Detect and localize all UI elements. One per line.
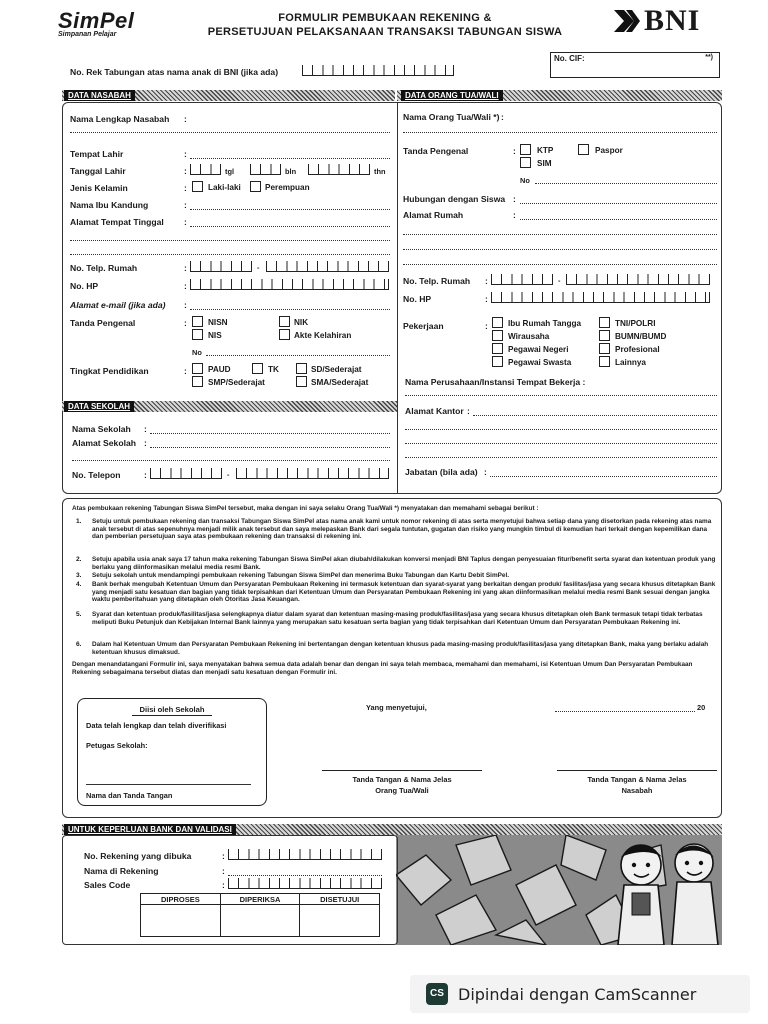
input-telp-ortu-nomor[interactable] <box>566 274 710 285</box>
form-title-line1: FORMULIR PEMBUKAAN REKENING & <box>278 12 492 24</box>
school-box-title-line <box>132 715 212 716</box>
input-alamat-sekolah-1[interactable] <box>150 447 390 448</box>
colon: : <box>184 114 187 124</box>
brand-tagline: Simpanan Pelajar <box>58 31 117 38</box>
checkbox-ktp[interactable] <box>520 144 531 155</box>
checkbox-perempuan[interactable] <box>250 181 261 192</box>
label-email: Alamat e-mail (jika ada) <box>70 300 166 310</box>
colon: : <box>184 149 187 159</box>
cif-suffix: **) <box>705 54 713 61</box>
colon: : <box>184 263 187 273</box>
input-hubungan[interactable] <box>520 203 717 204</box>
checkbox-nis[interactable] <box>192 329 203 340</box>
camscanner-watermark <box>410 975 750 1013</box>
input-alamat-rumah-2[interactable] <box>403 234 717 235</box>
school-sign-label: Nama dan Tanda Tangan <box>86 791 173 800</box>
school-officer-label: Petugas Sekolah: <box>86 741 148 750</box>
option-nisn: NISN <box>208 318 228 327</box>
checkbox-tni[interactable] <box>599 317 610 328</box>
input-nama-sekolah[interactable] <box>150 433 390 434</box>
term-item-3: Setuju sekolah untuk mendampingi pembukaan rekening Tabungan Siswa SimPel dan menerima Buku Tabungan dan Kartu Debit SimPel. <box>92 572 510 579</box>
option-akte: Akte Kelahiran <box>294 331 352 340</box>
colon: : <box>501 112 504 122</box>
input-alamat-kantor-3[interactable] <box>405 443 717 444</box>
input-alamat-kantor-2[interactable] <box>405 429 717 430</box>
term-number: 3. <box>76 572 82 579</box>
colon: : <box>184 200 187 210</box>
terms-intro: Atas pembukaan rekening Tabungan Siswa SimPel tersebut, maka dengan ini saya selaku Orang Tua/Wali *) menyatakan dan memahami sebagai berikut : <box>72 505 539 512</box>
label-nama-ibu: Nama Ibu Kandung <box>70 200 149 210</box>
input-nama-rekening[interactable] <box>228 875 382 876</box>
label-pendidikan: Tingkat Pendidikan <box>70 366 149 376</box>
input-telepon-nomor[interactable] <box>236 468 389 479</box>
input-no-id[interactable] <box>206 355 390 356</box>
colon: : <box>144 438 147 448</box>
cif-field[interactable] <box>550 52 720 78</box>
option-nik: NIK <box>294 318 309 327</box>
option-sim: SIM <box>537 159 552 168</box>
column-divider <box>397 102 398 494</box>
input-perusahaan-1[interactable] <box>405 395 717 396</box>
label-telepon-sekolah: No. Telepon <box>72 470 121 480</box>
term-number: 1. <box>76 518 82 525</box>
checkbox-wirausaha[interactable] <box>492 330 503 341</box>
customer-sign-label2: Nasabah <box>621 786 653 795</box>
colon: : <box>222 880 225 890</box>
term-item-6: Dalam hal Ketentuan Umum dan Persyaratan Pembukaan Rekening ini bertentangan dengan ketentuan khusus pada masing-masing produk/fasilitas/jasa yang ditetapkan Bank, maka yang berlaku adalah ketentuan khusus dimaksud. <box>92 641 709 656</box>
term-item-5: Syarat dan ketentuan produk/fasilitas/jasa selengkapnya diatur dalam syarat dan ketentuan masing-masing produk/fasilitas/jasa yang secara khusus ditetapkan oleh Bank termasuk tetapi tidak terbatas meliputi Buku Petunjuk dan Kebijakan Internal Bank lainnya yang merupakan satu kesatuan serta bagian yang tidak terpisahkan dari Ketentuan Umum dan Persyaratan Pembukaan Rekening ini. <box>92 611 703 626</box>
input-alamat-kantor-1[interactable] <box>473 415 717 416</box>
checkbox-swasta[interactable] <box>492 356 503 367</box>
checkbox-paud[interactable] <box>192 363 203 374</box>
brand-logo <box>58 10 134 38</box>
col-diperiksa-header: DIPERIKSA <box>221 894 300 905</box>
input-alamat-rumah-3[interactable] <box>403 249 717 250</box>
school-officer-line[interactable] <box>86 784 251 785</box>
input-hp-ortu[interactable] <box>491 292 710 303</box>
option-paud: PAUD <box>208 365 231 374</box>
input-rekening-dibuka[interactable] <box>228 849 382 860</box>
bni-logo <box>612 6 700 36</box>
parent-sign-label1: Tanda Tangan & Nama Jelas <box>352 775 452 784</box>
label-alamat-kantor: Alamat Kantor <box>405 406 464 416</box>
checkbox-sma[interactable] <box>296 376 307 387</box>
colon: : <box>144 470 147 480</box>
colon: : <box>467 406 470 416</box>
label-alamat-sekolah: Alamat Sekolah <box>72 438 136 448</box>
date-year: 20 <box>697 703 706 712</box>
checkbox-nik[interactable] <box>279 316 290 327</box>
option-nis: NIS <box>208 331 222 340</box>
input-alamat-2[interactable] <box>70 240 390 241</box>
input-thn[interactable] <box>308 164 370 175</box>
option-sd: SD/Sederajat <box>311 365 362 374</box>
checkbox-profesional[interactable] <box>599 343 610 354</box>
parent-sign-label2: Orang Tua/Wali <box>375 786 429 795</box>
rek-label: No. Rek Tabungan atas nama anak di BNI (jika ada) <box>70 67 279 77</box>
label-alamat: Alamat Tempat Tinggal <box>70 217 164 227</box>
colon: : <box>184 166 187 176</box>
term-item-2: Setuju apabila usia anak saya 17 tahun maka rekening Tabungan Siswa SimPel akan diubah/dilakukan konversi menjadi BNI Taplus dengan penyesuaian fitur/benefit serta syarat dan ketentuan produk yang berlaku yang diinformasikan melalui media resmi Bank. <box>92 556 716 571</box>
option-pns: Pegawai Negeri <box>508 345 569 354</box>
colon: : <box>485 321 488 331</box>
checkbox-irt[interactable] <box>492 317 503 328</box>
colon: : <box>485 294 488 304</box>
section-keperluan-bank: UNTUK KEPERLUAN BANK DAN VALIDASI <box>64 824 236 835</box>
option-profesional: Profesional <box>615 345 660 354</box>
colon: : <box>484 467 487 477</box>
label-nama-nasabah: Nama Lengkap Nasabah <box>70 114 170 124</box>
input-alamat-sekolah-2[interactable] <box>72 460 390 461</box>
label-telp-rumah: No. Telp. Rumah <box>70 263 138 273</box>
col-diproses[interactable] <box>141 894 221 936</box>
parent-sign-line[interactable] <box>322 770 482 771</box>
decorative-pattern-icon <box>396 835 722 945</box>
option-smp: SMP/Sederajat <box>208 378 265 387</box>
input-tempat-lahir[interactable] <box>190 158 390 159</box>
col-disetujui-header: DISETUJUI <box>300 894 379 905</box>
label-jabatan: Jabatan (bila ada) <box>405 467 478 477</box>
terms-closing: Dengan menandatangani Formulir ini, saya menyatakan bahwa semua data adalah benar dan dengan ini saya telah membaca, memahami dan memahami, isi Ketentuan Umum Dan Persyaratan Pembukaan Rekening sebagaimana tersebut diatas dan menjadi satu kesatuan dengan Formulir ini. <box>72 661 693 676</box>
bni-logo-text: BNI <box>644 4 701 37</box>
label-no-id: No <box>192 348 202 357</box>
input-alamat-rumah-4[interactable] <box>403 264 717 265</box>
colon: : <box>184 183 187 193</box>
input-jabatan[interactable] <box>490 476 717 477</box>
checkbox-smp[interactable] <box>192 376 203 387</box>
label-tanda-pengenal-ortu: Tanda Pengenal <box>403 146 469 156</box>
input-email[interactable] <box>190 309 390 310</box>
term-number: 4. <box>76 581 82 588</box>
label-tgl: tgl <box>225 167 235 176</box>
label-telp-rumah-ortu: No. Telp. Rumah <box>403 276 471 286</box>
brand-name: SimPel <box>58 8 135 33</box>
input-alamat-rumah-1[interactable] <box>520 219 717 220</box>
colon: : <box>184 300 187 310</box>
form-title-line2: PERSETUJUAN PELAKSANAAN TRANSAKSI TABUNGAN SISWA <box>207 26 563 38</box>
option-swasta: Pegawai Swasta <box>508 358 572 367</box>
agree-label: Yang menyetujui, <box>366 703 427 712</box>
input-nama-ortu[interactable] <box>403 132 717 133</box>
date-line[interactable] <box>555 711 695 712</box>
colon: : <box>485 276 488 286</box>
school-box-title: Diisi oleh Sekolah <box>139 705 205 714</box>
input-telp-kode[interactable] <box>190 261 252 272</box>
section-data-nasabah: DATA NASABAH <box>64 90 135 101</box>
colon: : <box>184 281 187 291</box>
input-alamat-kantor-4[interactable] <box>405 457 717 458</box>
bank-illustration <box>396 835 722 945</box>
label-hp: No. HP <box>70 281 99 291</box>
input-alamat-3[interactable] <box>70 254 390 255</box>
input-nama-nasabah[interactable] <box>70 132 390 133</box>
col-diproses-header: DIPROSES <box>141 894 220 905</box>
input-hp[interactable] <box>190 279 389 290</box>
col-diperiksa[interactable] <box>221 894 301 936</box>
option-wirausaha: Wirausaha <box>508 332 550 341</box>
input-nama-ibu[interactable] <box>190 209 390 210</box>
label-nama-ortu: Nama Orang Tua/Wali *) <box>403 112 500 122</box>
colon: : <box>222 866 225 876</box>
input-tgl[interactable] <box>190 164 221 175</box>
colon: : <box>513 210 516 220</box>
label-hubungan: Hubungan dengan Siswa <box>403 194 506 204</box>
label-nama-rekening: Nama di Rekening <box>84 866 159 876</box>
checkbox-lainnya[interactable] <box>599 356 610 367</box>
camscanner-badge-icon: CS <box>426 983 448 1005</box>
colon: : <box>184 366 187 376</box>
input-telepon-kode[interactable] <box>150 468 222 479</box>
colon: : <box>144 424 147 434</box>
checkbox-paspor[interactable] <box>578 144 589 155</box>
colon: : <box>513 194 516 204</box>
label-tempat-lahir: Tempat Lahir <box>70 149 124 159</box>
option-perempuan: Perempuan <box>265 183 310 192</box>
input-telp-nomor[interactable] <box>266 261 389 272</box>
checkbox-nisn[interactable] <box>192 316 203 327</box>
approval-table <box>140 893 380 937</box>
label-tanda-pengenal: Tanda Pengenal <box>70 318 136 328</box>
option-tni: TNI/POLRI <box>615 319 656 328</box>
label-pekerjaan: Pekerjaan <box>403 321 444 331</box>
rek-input[interactable] <box>302 65 454 76</box>
term-number: 5. <box>76 611 82 618</box>
label-jenis-kelamin: Jenis Kelamin <box>70 183 128 193</box>
label-bln: bln <box>285 167 297 176</box>
colon: : <box>184 217 187 227</box>
col-disetujui[interactable] <box>300 894 379 936</box>
term-number: 2. <box>76 556 82 563</box>
customer-sign-line[interactable] <box>557 770 717 771</box>
section-data-ortu: DATA ORANG TUA/WALI <box>401 90 503 101</box>
cif-label: No. CIF: <box>554 54 585 63</box>
checkbox-akte[interactable] <box>279 329 290 340</box>
telp-ortu-separator: - <box>558 276 561 285</box>
colon: : <box>184 318 187 328</box>
option-paspor: Paspor <box>595 146 623 155</box>
customer-sign-label1: Tanda Tangan & Nama Jelas <box>587 775 687 784</box>
label-nama-sekolah: Nama Sekolah <box>72 424 131 434</box>
option-irt: Ibu Rumah Tangga <box>508 319 582 328</box>
input-alamat-1[interactable] <box>190 226 390 227</box>
checkbox-tk[interactable] <box>252 363 263 374</box>
label-tanggal-lahir: Tanggal Lahir <box>70 166 126 176</box>
label-thn: thn <box>374 167 386 176</box>
telp-separator: - <box>257 263 260 272</box>
term-number: 6. <box>76 641 82 648</box>
colon: : <box>222 851 225 861</box>
option-bumn: BUMN/BUMD <box>615 332 667 341</box>
checkbox-laki[interactable] <box>192 181 203 192</box>
input-telp-ortu-kode[interactable] <box>491 274 553 285</box>
label-hp-ortu: No. HP <box>403 294 432 304</box>
camscanner-text: Dipindai dengan CamScanner <box>458 984 697 1004</box>
option-laki: Laki-laki <box>208 183 241 192</box>
input-no-id-ortu[interactable] <box>535 183 717 184</box>
term-item-1: Setuju untuk pembukaan rekening dan transaksi Tabungan Siswa SimPel atas nama anak kami untuk nomor rekening di atas serta menyetujui bahwa setiap dana yang disetorkan pada rekening atas nama anak tersebut di atas sepenuhnya menjadi milik anak tersebut dan saya melepaskan Bank dari segala tuntutan, gugatan dan risiko yang mungkin timbul di kemudian hari terkait dengan kepemilikan dana dan pemberian persetujuan saya atas pembukaan rekening dan transaksi di rekening ini. <box>92 518 712 541</box>
checkbox-bumn[interactable] <box>599 330 610 341</box>
bni-logo-mark-icon <box>612 8 642 34</box>
form-title <box>170 12 600 38</box>
label-no-id-ortu: No <box>520 176 530 185</box>
label-rekening-dibuka: No. Rekening yang dibuka <box>84 851 192 861</box>
option-tk: TK <box>268 365 279 374</box>
option-ktp: KTP <box>537 146 554 155</box>
checkbox-sim[interactable] <box>520 157 531 168</box>
telepon-separator: - <box>227 470 230 479</box>
option-lainnya: Lainnya <box>615 358 646 367</box>
colon: : <box>513 146 516 156</box>
input-sales-code[interactable] <box>228 878 382 889</box>
label-alamat-rumah: Alamat Rumah <box>403 210 464 220</box>
checkbox-sd[interactable] <box>296 363 307 374</box>
school-verified-text: Data telah lengkap dan telah diverifikasi <box>86 721 227 730</box>
option-sma: SMA/Sederajat <box>311 378 369 387</box>
label-perusahaan: Nama Perusahaan/Instansi Tempat Bekerja : <box>405 377 586 387</box>
term-item-4: Bank berhak mengubah Ketentuan Umum dan Persyaratan Pembukaan Rekening ini termasuk ketentuan dan syarat-syarat yang berkaitan dengan produk/ fasilitas/jasa yang secara khusus ditetapkan Bank yang menjadi satu kesatuan dan bagian yang tidak terpisahkan dari Ketentuan Umum dan Persyaratan Pembukaan Rekening ini yang akan diinformasikan melalui media resmi Bank sesuai dengan jangka waktu pemberitahuan yang ditetapkan oleh Otoritas Jasa Keuangan. <box>92 581 716 604</box>
section-data-sekolah: DATA SEKOLAH <box>64 401 134 412</box>
checkbox-pns[interactable] <box>492 343 503 354</box>
label-sales-code: Sales Code <box>84 880 131 890</box>
input-bln[interactable] <box>250 164 281 175</box>
